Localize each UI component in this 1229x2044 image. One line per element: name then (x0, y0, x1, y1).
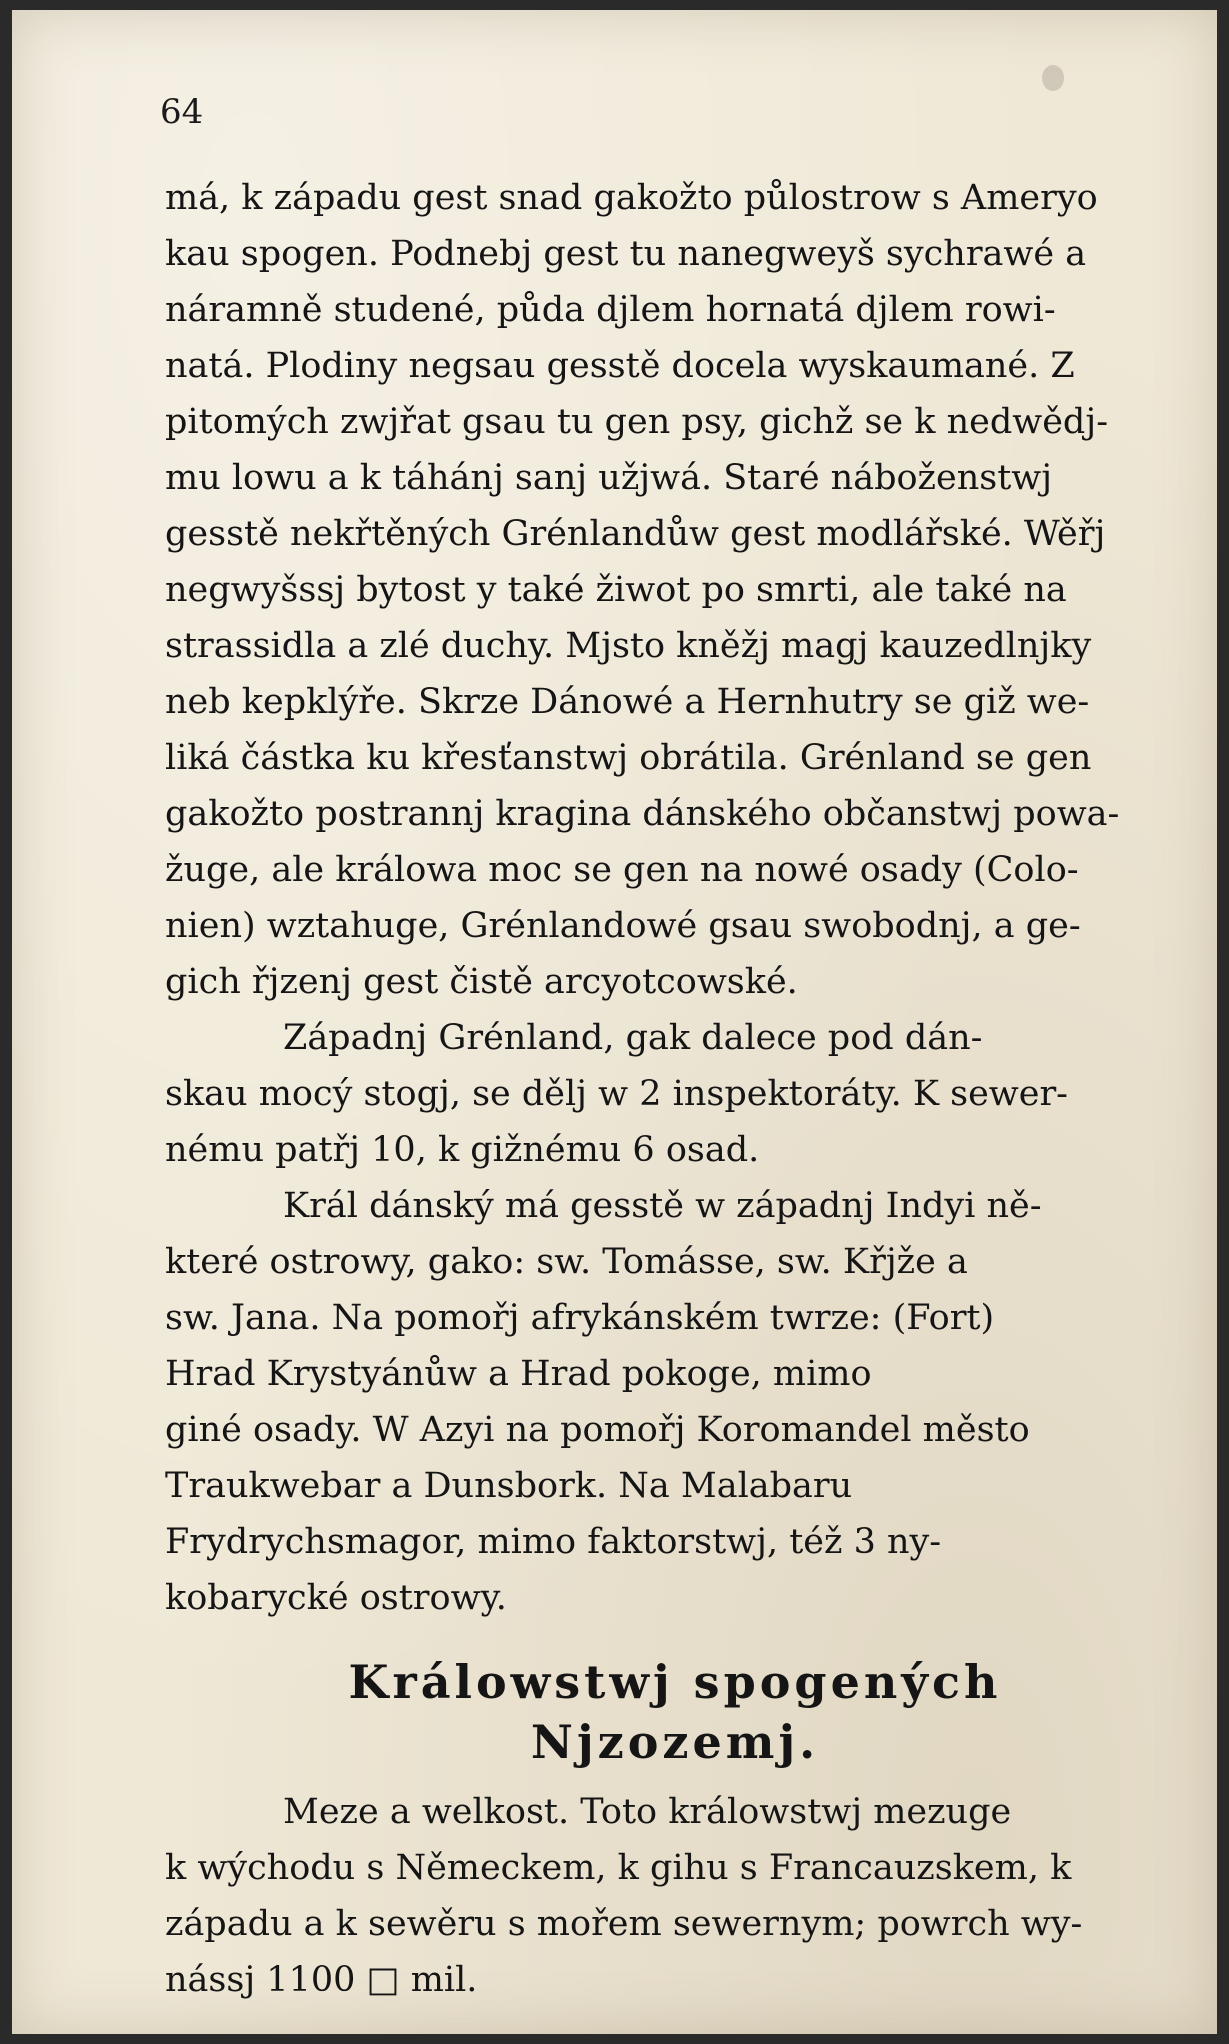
text-line: náramně studené, půda djlem hornatá djlem rowi- (165, 290, 1056, 330)
text-line: nássj 1100 □ mil. (165, 1960, 478, 2000)
paragraph-greenland (165, 170, 1145, 1010)
text-line: natá. Plodiny negsau gesstě docela wyskaumané. Z (165, 346, 1075, 386)
paragraph-west-greenland (165, 1010, 1145, 1178)
text-line: kau spogen. Podnebj gest tu nanegweyš sychrawé a (165, 234, 1087, 274)
paragraph-danish-colonies (165, 1178, 1145, 1626)
page-number: 64 (160, 92, 204, 132)
text-line: negwyšssj bytost y také žiwot po smrti, ale také na (165, 570, 1067, 610)
text-line: gesstě nekřtěných Grénlandůw gest modlářské. Wěřj (165, 514, 1106, 554)
text-line: Traukwebar a Dunsbork. Na Malabaru (165, 1466, 853, 1506)
text-line: mu lowu a k táhánj sanj užjwá. Staré náboženstwj (165, 458, 1053, 498)
text-line: k wýchodu s Německem, k gihu s Francauzskem, k (165, 1848, 1072, 1888)
text-line: gich řjzenj gest čistě arcyotcowské. (165, 962, 798, 1002)
text-line: které ostrowy, gako: sw. Tomásse, sw. Křjže a (165, 1242, 968, 1282)
text-line: Meze a welkost. Toto králowstwj mezuge (283, 1792, 1012, 1832)
text-line: má, k západu gest snad gakožto půlostrow s Ameryo (165, 178, 1098, 218)
text-line: liká částka ku křesťanstwj obrátila. Grénland se gen (165, 738, 1092, 778)
text-line: nému patřj 10, k gižnému 6 osad. (165, 1130, 760, 1170)
text-line: Král dánský má gesstě w západnj Indyi ně- (283, 1186, 1042, 1226)
text-line: Západnj Grénland, gak dalece pod dán- (283, 1018, 983, 1058)
text-line: Hrad Krystyánůw a Hrad pokoge, mimo (165, 1354, 872, 1394)
section-heading: Králowstwj spogených Njzozemj. (348, 1655, 1002, 1769)
text-line: giné osady. W Azyi na pomořj Koromandel město (165, 1410, 1030, 1450)
text-line: žuge, ale králowa moc se gen na nowé osady (Colo- (165, 850, 1079, 890)
text-line: západu a k sewěru s mořem sewernym; powrch wy- (165, 1904, 1083, 1944)
text-body (165, 170, 1145, 2008)
text-line: kobarycké ostrowy. (165, 1578, 507, 1618)
ink-spot (1042, 65, 1064, 91)
text-line: strassidla a zlé duchy. Mjsto kněžj magj kauzedlnjky (165, 626, 1092, 666)
text-line: neb kepklýře. Skrze Dánowé a Hernhutry se giž we- (165, 682, 1090, 722)
text-line: nien) wztahuge, Grénlandowé gsau swobodnj, a ge- (165, 906, 1081, 946)
paragraph-netherlands (165, 1784, 1145, 2008)
text-line: skau mocý stogj, se dělj w 2 inspektoráty. K sewer- (165, 1074, 1069, 1114)
text-line: pitomých zwjřat gsau tu gen psy, gichž se k nedwědj- (165, 402, 1109, 442)
text-line: sw. Jana. Na pomořj afrykánském twrze: (Fort) (165, 1298, 995, 1338)
text-line: gakožto postrannj kragina dánského občanstwj powa- (165, 794, 1120, 834)
text-line: Frydrychsmagor, mimo faktorstwj, též 3 ny- (165, 1522, 942, 1562)
